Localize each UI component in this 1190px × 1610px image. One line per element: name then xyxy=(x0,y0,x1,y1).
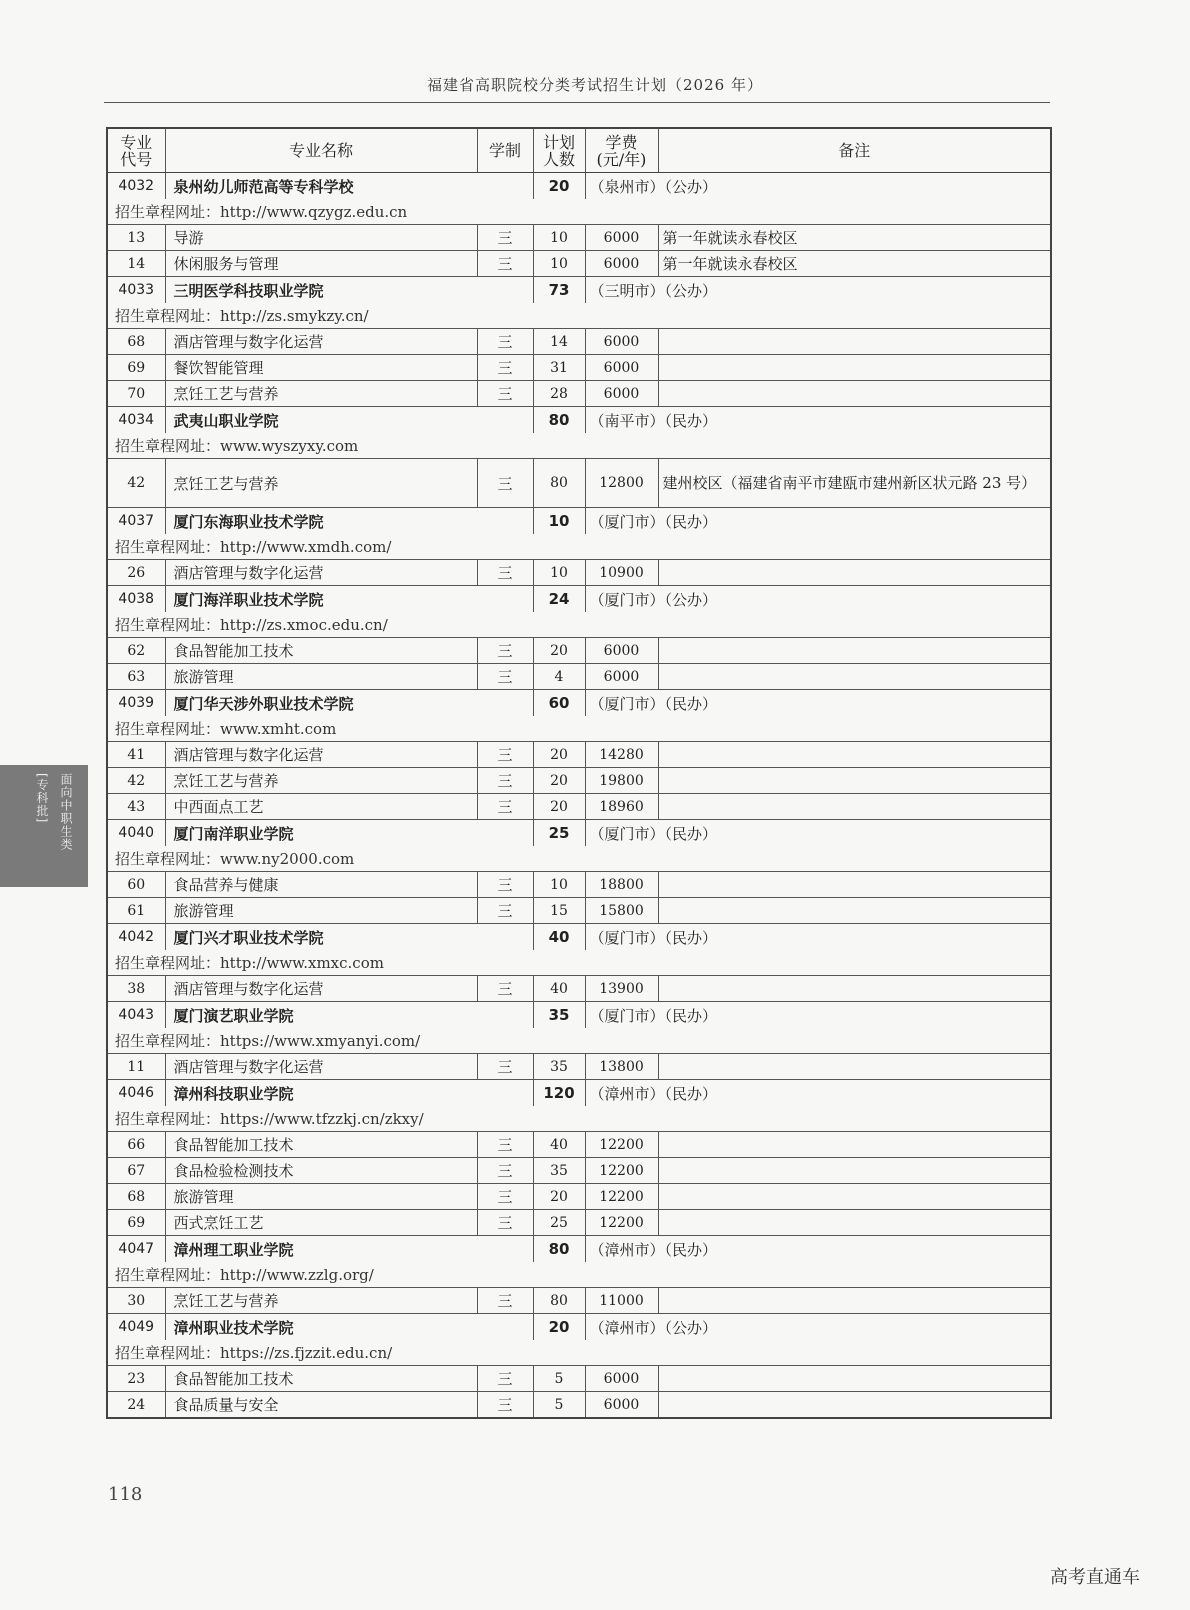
school-location-type: （漳州市）（民办） xyxy=(585,1080,1051,1107)
major-plan: 20 xyxy=(533,768,585,794)
school-code: 4042 xyxy=(107,924,165,951)
school-name: 漳州科技职业学院 xyxy=(165,1080,533,1107)
major-name: 酒店管理与数字化运营 xyxy=(165,1054,477,1080)
major-remark xyxy=(658,976,1051,1002)
major-plan: 20 xyxy=(533,638,585,664)
school-url-row xyxy=(107,199,1051,225)
major-remark xyxy=(658,1054,1051,1080)
major-length: 三 xyxy=(477,1184,533,1210)
major-length: 三 xyxy=(477,1392,533,1419)
school-code: 4049 xyxy=(107,1314,165,1341)
school-name: 漳州理工职业学院 xyxy=(165,1236,533,1263)
major-name: 中西面点工艺 xyxy=(165,794,477,820)
major-name: 酒店管理与数字化运营 xyxy=(165,742,477,768)
major-name: 烹饪工艺与营养 xyxy=(165,459,477,508)
school-name: 厦门兴才职业技术学院 xyxy=(165,924,533,951)
major-code: 62 xyxy=(107,638,165,664)
side-tab-line2: [专科批] xyxy=(35,773,49,824)
school-total-plan: 80 xyxy=(533,407,585,434)
major-name: 烹饪工艺与营养 xyxy=(165,381,477,407)
major-remark xyxy=(658,1158,1051,1184)
school-total-plan: 120 xyxy=(533,1080,585,1107)
major-plan: 40 xyxy=(533,976,585,1002)
school-url: 招生章程网址：http://www.zzlg.org/ xyxy=(107,1262,1051,1288)
major-length: 三 xyxy=(477,1132,533,1158)
school-row xyxy=(107,508,1051,535)
major-name: 酒店管理与数字化运营 xyxy=(165,560,477,586)
major-row xyxy=(107,459,1051,508)
major-row xyxy=(107,329,1051,355)
major-fee: 12200 xyxy=(585,1132,658,1158)
major-name: 导游 xyxy=(165,225,477,251)
school-url: 招生章程网址：http://www.xmxc.com xyxy=(107,950,1051,976)
major-code: 14 xyxy=(107,251,165,277)
school-total-plan: 73 xyxy=(533,277,585,304)
major-plan: 10 xyxy=(533,872,585,898)
major-fee: 13900 xyxy=(585,976,658,1002)
school-total-plan: 35 xyxy=(533,1002,585,1029)
major-row xyxy=(107,251,1051,277)
school-row xyxy=(107,1080,1051,1107)
major-code: 24 xyxy=(107,1392,165,1419)
major-name: 烹饪工艺与营养 xyxy=(165,1288,477,1314)
watermark: 高考直通车 xyxy=(1050,1567,1140,1588)
major-code: 38 xyxy=(107,976,165,1002)
major-length: 三 xyxy=(477,1158,533,1184)
major-remark: 第一年就读永春校区 xyxy=(658,251,1051,277)
major-row xyxy=(107,355,1051,381)
school-row xyxy=(107,1236,1051,1263)
school-code: 4043 xyxy=(107,1002,165,1029)
school-total-plan: 60 xyxy=(533,690,585,717)
major-length: 三 xyxy=(477,664,533,690)
major-fee: 18960 xyxy=(585,794,658,820)
major-code: 30 xyxy=(107,1288,165,1314)
school-code: 4032 xyxy=(107,173,165,200)
school-url-row xyxy=(107,716,1051,742)
major-length: 三 xyxy=(477,381,533,407)
school-name: 漳州职业技术学院 xyxy=(165,1314,533,1341)
school-code: 4046 xyxy=(107,1080,165,1107)
major-fee: 15800 xyxy=(585,898,658,924)
school-url: 招生章程网址：http://www.qzygz.edu.cn xyxy=(107,199,1051,225)
major-remark xyxy=(658,1132,1051,1158)
major-row xyxy=(107,742,1051,768)
school-location-type: （漳州市）（民办） xyxy=(585,1236,1051,1263)
table-header-row xyxy=(107,128,1051,173)
school-code: 4040 xyxy=(107,820,165,847)
major-length: 三 xyxy=(477,1054,533,1080)
major-plan: 10 xyxy=(533,560,585,586)
major-row xyxy=(107,1288,1051,1314)
school-url-row xyxy=(107,1028,1051,1054)
major-code: 11 xyxy=(107,1054,165,1080)
major-row xyxy=(107,898,1051,924)
school-name: 武夷山职业学院 xyxy=(165,407,533,434)
school-url-row xyxy=(107,1340,1051,1366)
school-url-row xyxy=(107,433,1051,459)
major-length: 三 xyxy=(477,742,533,768)
major-length: 三 xyxy=(477,1366,533,1392)
running-title: 福建省高职院校分类考试招生计划（2026 年） xyxy=(427,76,763,94)
major-fee: 13800 xyxy=(585,1054,658,1080)
school-location-type: （三明市）（公办） xyxy=(585,277,1051,304)
major-name: 食品营养与健康 xyxy=(165,872,477,898)
major-code: 66 xyxy=(107,1132,165,1158)
header-plan-text: 计划 人数 xyxy=(542,132,575,169)
major-plan: 10 xyxy=(533,251,585,277)
major-row xyxy=(107,381,1051,407)
school-url: 招生章程网址：www.xmht.com xyxy=(107,716,1051,742)
school-url-row xyxy=(107,612,1051,638)
school-url: 招生章程网址：www.ny2000.com xyxy=(107,846,1051,872)
school-total-plan: 20 xyxy=(533,1314,585,1341)
major-name: 食品检验检测技术 xyxy=(165,1158,477,1184)
major-code: 42 xyxy=(107,459,165,508)
school-location-type: （厦门市）（民办） xyxy=(585,1002,1051,1029)
major-fee: 6000 xyxy=(585,664,658,690)
major-remark xyxy=(658,1366,1051,1392)
major-name: 旅游管理 xyxy=(165,898,477,924)
major-name: 旅游管理 xyxy=(165,664,477,690)
major-length: 三 xyxy=(477,872,533,898)
major-remark xyxy=(658,872,1051,898)
major-name: 休闲服务与管理 xyxy=(165,251,477,277)
school-row xyxy=(107,173,1051,200)
school-row xyxy=(107,1002,1051,1029)
major-remark: 第一年就读永春校区 xyxy=(658,225,1051,251)
school-url: 招生章程网址：http://zs.smykzy.cn/ xyxy=(107,303,1051,329)
school-name: 厦门华天涉外职业技术学院 xyxy=(165,690,533,717)
major-remark xyxy=(658,355,1051,381)
major-code: 69 xyxy=(107,355,165,381)
school-url-row xyxy=(107,1106,1051,1132)
school-row xyxy=(107,407,1051,434)
major-remark xyxy=(658,1288,1051,1314)
major-row xyxy=(107,560,1051,586)
major-remark xyxy=(658,768,1051,794)
school-total-plan: 10 xyxy=(533,508,585,535)
school-row xyxy=(107,820,1051,847)
school-code: 4034 xyxy=(107,407,165,434)
major-code: 23 xyxy=(107,1366,165,1392)
school-code: 4047 xyxy=(107,1236,165,1263)
major-name: 食品智能加工技术 xyxy=(165,638,477,664)
major-plan: 35 xyxy=(533,1054,585,1080)
major-row xyxy=(107,1392,1051,1419)
major-name: 酒店管理与数字化运营 xyxy=(165,976,477,1002)
major-fee: 11000 xyxy=(585,1288,658,1314)
school-name: 三明医学科技职业学院 xyxy=(165,277,533,304)
school-code: 4037 xyxy=(107,508,165,535)
major-code: 63 xyxy=(107,664,165,690)
major-plan: 10 xyxy=(533,225,585,251)
major-length: 三 xyxy=(477,251,533,277)
major-name: 烹饪工艺与营养 xyxy=(165,768,477,794)
major-fee: 12200 xyxy=(585,1184,658,1210)
header-remark: 备注 xyxy=(658,128,1051,173)
major-fee: 6000 xyxy=(585,225,658,251)
major-code: 26 xyxy=(107,560,165,586)
major-code: 42 xyxy=(107,768,165,794)
major-plan: 35 xyxy=(533,1158,585,1184)
school-row xyxy=(107,690,1051,717)
header-rule xyxy=(104,102,1050,103)
major-plan: 80 xyxy=(533,459,585,508)
school-url-row xyxy=(107,1262,1051,1288)
school-code: 4039 xyxy=(107,690,165,717)
major-fee: 6000 xyxy=(585,638,658,664)
school-url: 招生章程网址：https://www.xmyanyi.com/ xyxy=(107,1028,1051,1054)
major-plan: 20 xyxy=(533,742,585,768)
school-url: 招生章程网址：www.wyszyxy.com xyxy=(107,433,1051,459)
major-plan: 25 xyxy=(533,1210,585,1236)
school-url-row xyxy=(107,846,1051,872)
major-name: 西式烹饪工艺 xyxy=(165,1210,477,1236)
major-fee: 6000 xyxy=(585,251,658,277)
school-url-row xyxy=(107,950,1051,976)
school-name: 厦门演艺职业学院 xyxy=(165,1002,533,1029)
side-tab-line1: 面向中职生类 xyxy=(59,773,73,851)
major-row xyxy=(107,1184,1051,1210)
major-remark xyxy=(658,1210,1051,1236)
major-plan: 15 xyxy=(533,898,585,924)
school-row xyxy=(107,277,1051,304)
major-remark xyxy=(658,329,1051,355)
school-location-type: （漳州市）（公办） xyxy=(585,1314,1051,1341)
school-url: 招生章程网址：https://www.tfzzkj.cn/zkxy/ xyxy=(107,1106,1051,1132)
major-length: 三 xyxy=(477,329,533,355)
major-fee: 6000 xyxy=(585,381,658,407)
major-plan: 20 xyxy=(533,1184,585,1210)
major-remark xyxy=(658,1184,1051,1210)
school-total-plan: 40 xyxy=(533,924,585,951)
school-url-row xyxy=(107,534,1051,560)
major-length: 三 xyxy=(477,1288,533,1314)
major-remark xyxy=(658,560,1051,586)
major-remark xyxy=(658,794,1051,820)
major-code: 61 xyxy=(107,898,165,924)
major-row xyxy=(107,976,1051,1002)
header-fee xyxy=(585,128,658,173)
major-row xyxy=(107,768,1051,794)
major-plan: 5 xyxy=(533,1366,585,1392)
school-total-plan: 20 xyxy=(533,173,585,200)
major-remark xyxy=(658,898,1051,924)
school-code: 4038 xyxy=(107,586,165,613)
school-total-plan: 80 xyxy=(533,1236,585,1263)
major-remark xyxy=(658,381,1051,407)
major-remark xyxy=(658,742,1051,768)
major-row xyxy=(107,1132,1051,1158)
major-fee: 12800 xyxy=(585,459,658,508)
major-row xyxy=(107,1210,1051,1236)
major-fee: 18800 xyxy=(585,872,658,898)
major-length: 三 xyxy=(477,1210,533,1236)
table-body xyxy=(107,173,1051,1419)
page-number: 118 xyxy=(108,1484,143,1505)
major-name: 餐饮智能管理 xyxy=(165,355,477,381)
school-location-type: （厦门市）（民办） xyxy=(585,924,1051,951)
major-code: 69 xyxy=(107,1210,165,1236)
school-location-type: （厦门市）（民办） xyxy=(585,820,1051,847)
school-row xyxy=(107,924,1051,951)
header-plan xyxy=(533,128,585,173)
major-fee: 6000 xyxy=(585,329,658,355)
major-plan: 80 xyxy=(533,1288,585,1314)
major-code: 68 xyxy=(107,329,165,355)
major-length: 三 xyxy=(477,976,533,1002)
major-row xyxy=(107,225,1051,251)
major-name: 食品质量与安全 xyxy=(165,1392,477,1419)
major-plan: 14 xyxy=(533,329,585,355)
school-url: 招生章程网址：https://zs.fjzzit.edu.cn/ xyxy=(107,1340,1051,1366)
major-code: 70 xyxy=(107,381,165,407)
header-length: 学制 xyxy=(477,128,533,173)
major-fee: 12200 xyxy=(585,1158,658,1184)
major-row xyxy=(107,638,1051,664)
header-fee-text: 学费 (元/年) xyxy=(596,132,647,169)
school-name: 泉州幼儿师范高等专科学校 xyxy=(165,173,533,200)
school-location-type: （南平市）（民办） xyxy=(585,407,1051,434)
major-code: 67 xyxy=(107,1158,165,1184)
school-url: 招生章程网址：http://www.xmdh.com/ xyxy=(107,534,1051,560)
major-name: 食品智能加工技术 xyxy=(165,1366,477,1392)
major-remark xyxy=(658,638,1051,664)
major-name: 食品智能加工技术 xyxy=(165,1132,477,1158)
major-row xyxy=(107,794,1051,820)
school-row xyxy=(107,1314,1051,1341)
major-plan: 4 xyxy=(533,664,585,690)
major-remark xyxy=(658,664,1051,690)
major-length: 三 xyxy=(477,355,533,381)
major-code: 41 xyxy=(107,742,165,768)
major-fee: 6000 xyxy=(585,1366,658,1392)
school-url: 招生章程网址：http://zs.xmoc.edu.cn/ xyxy=(107,612,1051,638)
school-name: 厦门海洋职业技术学院 xyxy=(165,586,533,613)
major-length: 三 xyxy=(477,794,533,820)
school-location-type: （厦门市）（民办） xyxy=(585,690,1051,717)
major-code: 68 xyxy=(107,1184,165,1210)
major-code: 13 xyxy=(107,225,165,251)
school-row xyxy=(107,586,1051,613)
major-fee: 19800 xyxy=(585,768,658,794)
major-plan: 40 xyxy=(533,1132,585,1158)
major-name: 旅游管理 xyxy=(165,1184,477,1210)
major-fee: 14280 xyxy=(585,742,658,768)
major-plan: 20 xyxy=(533,794,585,820)
major-length: 三 xyxy=(477,638,533,664)
major-code: 43 xyxy=(107,794,165,820)
header-code-text: 专业 代号 xyxy=(120,132,153,169)
major-plan: 28 xyxy=(533,381,585,407)
school-name: 厦门南洋职业学院 xyxy=(165,820,533,847)
major-fee: 6000 xyxy=(585,1392,658,1419)
school-total-plan: 25 xyxy=(533,820,585,847)
major-row xyxy=(107,872,1051,898)
major-length: 三 xyxy=(477,560,533,586)
major-remark: 建州校区（福建省南平市建瓯市建州新区状元路 23 号） xyxy=(658,459,1051,508)
school-location-type: （厦门市）（公办） xyxy=(585,586,1051,613)
enrollment-plan-table xyxy=(106,127,1052,1419)
major-fee: 10900 xyxy=(585,560,658,586)
major-length: 三 xyxy=(477,459,533,508)
major-row xyxy=(107,1366,1051,1392)
school-code: 4033 xyxy=(107,277,165,304)
major-name: 酒店管理与数字化运营 xyxy=(165,329,477,355)
major-plan: 5 xyxy=(533,1392,585,1419)
major-fee: 12200 xyxy=(585,1210,658,1236)
school-url-row xyxy=(107,303,1051,329)
major-plan: 31 xyxy=(533,355,585,381)
major-row xyxy=(107,1158,1051,1184)
school-location-type: （厦门市）（民办） xyxy=(585,508,1051,535)
major-remark xyxy=(658,1392,1051,1419)
major-length: 三 xyxy=(477,225,533,251)
school-location-type: （泉州市）（公办） xyxy=(585,173,1051,200)
major-fee: 6000 xyxy=(585,355,658,381)
major-code: 60 xyxy=(107,872,165,898)
major-row xyxy=(107,1054,1051,1080)
major-row xyxy=(107,664,1051,690)
major-length: 三 xyxy=(477,768,533,794)
header-name: 专业名称 xyxy=(165,128,477,173)
section-side-tab xyxy=(0,765,88,887)
school-name: 厦门东海职业技术学院 xyxy=(165,508,533,535)
major-length: 三 xyxy=(477,898,533,924)
school-total-plan: 24 xyxy=(533,586,585,613)
header-code xyxy=(107,128,165,173)
